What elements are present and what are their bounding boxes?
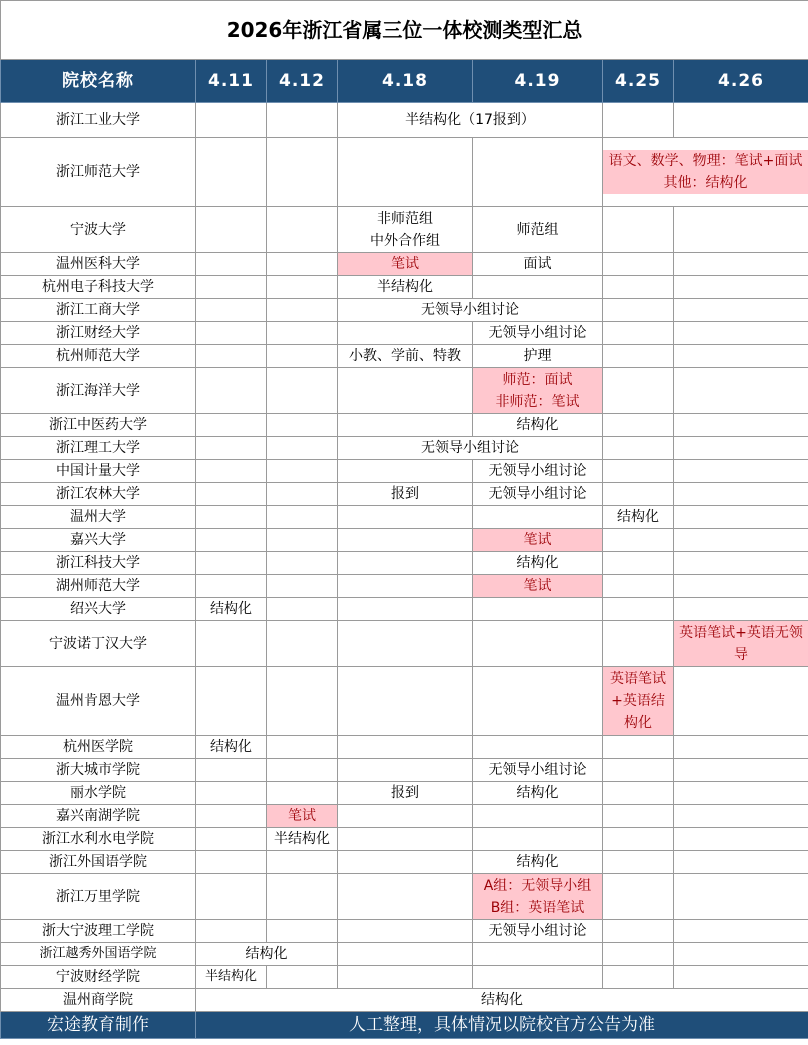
table-cell	[603, 299, 674, 322]
table-cell	[267, 207, 338, 253]
table-cell	[196, 253, 267, 276]
table-cell	[473, 805, 603, 828]
school-name: 嘉兴大学	[1, 529, 196, 552]
header-row	[1, 60, 808, 103]
table-cell	[603, 207, 674, 253]
col-header-date: 4.25	[603, 60, 674, 103]
table-cell	[196, 460, 267, 483]
table-cell: 结构化	[473, 414, 603, 437]
table-cell	[674, 207, 808, 253]
table-cell	[674, 782, 808, 805]
col-header-date: 4.19	[473, 60, 603, 103]
table-cell	[196, 506, 267, 529]
table-cell	[674, 368, 808, 414]
highlight-cell: 笔试	[473, 575, 603, 598]
table-cell	[267, 345, 338, 368]
table-cell	[338, 552, 473, 575]
school-name: 丽水学院	[1, 782, 196, 805]
table-cell	[603, 437, 674, 460]
highlight-cell: 英语笔试+英语无领导	[674, 621, 808, 667]
table-cell	[674, 759, 808, 782]
highlight-cell: 笔试	[473, 529, 603, 552]
table-cell	[267, 368, 338, 414]
table-cell	[603, 322, 674, 345]
table-cell: 结构化	[196, 989, 808, 1012]
school-name: 浙江农林大学	[1, 483, 196, 506]
col-header-date: 4.26	[674, 60, 808, 103]
table-cell: 无领导小组讨论	[473, 322, 603, 345]
table-cell	[603, 552, 674, 575]
table-cell	[603, 598, 674, 621]
table-cell	[603, 138, 808, 207]
table-cell	[267, 966, 338, 989]
table-cell	[267, 414, 338, 437]
table-cell	[267, 552, 338, 575]
table-cell	[473, 736, 603, 759]
school-name: 宁波财经学院	[1, 966, 196, 989]
table-cell	[473, 667, 603, 736]
table-cell: 半结构化	[267, 828, 338, 851]
table-cell	[473, 943, 603, 966]
school-name: 温州商学院	[1, 989, 196, 1012]
table-cell	[267, 322, 338, 345]
table-cell	[603, 529, 674, 552]
footer-credit: 宏途教育制作	[1, 1012, 196, 1039]
table-row	[1, 322, 808, 345]
table-cell	[267, 759, 338, 782]
table-cell	[338, 575, 473, 598]
table-row	[1, 345, 808, 368]
table-cell	[603, 103, 674, 138]
table-cell	[674, 103, 808, 138]
school-name: 杭州医学院	[1, 736, 196, 759]
table-cell: 护理	[473, 345, 603, 368]
highlight-cell: A组：无领导小组 B组：英语笔试	[473, 874, 603, 920]
table-cell	[603, 782, 674, 805]
table-cell	[338, 966, 473, 989]
school-name: 浙江水利水电学院	[1, 828, 196, 851]
highlight-cell: 师范：面试 非师范：笔试	[473, 368, 603, 414]
table-row	[1, 253, 808, 276]
table-cell	[338, 414, 473, 437]
table-cell	[473, 598, 603, 621]
table-cell: 结构化	[603, 506, 674, 529]
title-row	[1, 1, 808, 60]
table-cell	[674, 552, 808, 575]
table-cell	[338, 920, 473, 943]
table-cell	[674, 575, 808, 598]
table-cell: 结构化	[196, 598, 267, 621]
table-cell	[267, 506, 338, 529]
table-row	[1, 989, 808, 1012]
school-name: 浙大宁波理工学院	[1, 920, 196, 943]
table-cell	[267, 138, 338, 207]
table-cell	[603, 943, 674, 966]
table-row	[1, 437, 808, 460]
table-cell	[473, 506, 603, 529]
school-name: 宁波诺丁汉大学	[1, 621, 196, 667]
table-row	[1, 966, 808, 989]
table-cell	[674, 345, 808, 368]
table-cell: 无领导小组讨论	[338, 437, 603, 460]
table-row	[1, 828, 808, 851]
table-cell	[196, 851, 267, 874]
school-name: 温州医科大学	[1, 253, 196, 276]
table-cell	[267, 460, 338, 483]
table-cell	[196, 575, 267, 598]
table-cell: 结构化	[473, 851, 603, 874]
table-cell	[674, 828, 808, 851]
table-row	[1, 943, 808, 966]
highlight-cell: 笔试	[338, 253, 473, 276]
school-name: 浙江科技大学	[1, 552, 196, 575]
table-cell	[674, 920, 808, 943]
table-row	[1, 207, 808, 253]
table-row	[1, 299, 808, 322]
table-cell	[196, 414, 267, 437]
table-cell: 半结构化	[338, 276, 473, 299]
table-cell	[338, 759, 473, 782]
table-row	[1, 529, 808, 552]
table-cell: 面试	[473, 253, 603, 276]
table-cell	[674, 506, 808, 529]
school-name: 杭州电子科技大学	[1, 276, 196, 299]
table-cell	[674, 414, 808, 437]
highlight-cell: 笔试	[267, 805, 338, 828]
table-cell	[196, 667, 267, 736]
table-cell	[338, 943, 473, 966]
table-row	[1, 138, 808, 207]
table-cell	[196, 621, 267, 667]
table-cell	[196, 322, 267, 345]
table-cell: 结构化	[196, 736, 267, 759]
table-cell: 报到	[338, 782, 473, 805]
table-cell: 报到	[338, 483, 473, 506]
table-row	[1, 414, 808, 437]
table-cell	[603, 368, 674, 414]
table-cell	[603, 759, 674, 782]
table-cell	[196, 483, 267, 506]
table-cell	[196, 828, 267, 851]
table-cell: 师范组	[473, 207, 603, 253]
table-cell	[267, 736, 338, 759]
page-title: 2026年浙江省属三位一体校测类型汇总	[1, 1, 808, 60]
table-cell: 无领导小组讨论	[338, 299, 603, 322]
table-cell	[603, 851, 674, 874]
table-cell	[196, 437, 267, 460]
table-cell	[338, 621, 473, 667]
table-row	[1, 103, 808, 138]
table-row	[1, 736, 808, 759]
table-cell	[338, 322, 473, 345]
school-name: 浙江越秀外国语学院	[1, 943, 196, 966]
table-cell	[338, 736, 473, 759]
school-name: 浙江海洋大学	[1, 368, 196, 414]
table-cell	[196, 368, 267, 414]
footer-note: 人工整理，具体情况以院校官方公告为准	[196, 1012, 808, 1039]
table-cell	[338, 805, 473, 828]
table-cell	[196, 138, 267, 207]
table-row	[1, 368, 808, 414]
table-cell	[473, 828, 603, 851]
table-cell	[473, 138, 603, 207]
table-row	[1, 667, 808, 736]
col-header-school: 院校名称	[1, 60, 196, 103]
table-row	[1, 460, 808, 483]
table-row	[1, 805, 808, 828]
table-cell	[338, 828, 473, 851]
table-row	[1, 598, 808, 621]
table-cell: 结构化	[473, 782, 603, 805]
table-cell	[196, 920, 267, 943]
table-cell	[267, 621, 338, 667]
table-cell	[603, 621, 674, 667]
school-name: 浙江万里学院	[1, 874, 196, 920]
table-cell	[674, 805, 808, 828]
table-cell	[603, 460, 674, 483]
table-cell	[603, 575, 674, 598]
table-row	[1, 276, 808, 299]
table-cell	[674, 437, 808, 460]
table-row	[1, 920, 808, 943]
col-header-date: 4.18	[338, 60, 473, 103]
school-name: 杭州师范大学	[1, 345, 196, 368]
table-cell	[196, 299, 267, 322]
table-cell	[338, 851, 473, 874]
table-cell	[338, 506, 473, 529]
school-name: 湖州师范大学	[1, 575, 196, 598]
table-cell	[674, 966, 808, 989]
table-cell	[196, 276, 267, 299]
table-cell	[338, 874, 473, 920]
table-cell	[674, 529, 808, 552]
table-cell	[196, 552, 267, 575]
school-name: 温州肯恩大学	[1, 667, 196, 736]
table-cell	[267, 276, 338, 299]
table-cell	[603, 414, 674, 437]
school-name: 浙江理工大学	[1, 437, 196, 460]
table-cell	[603, 253, 674, 276]
table-row	[1, 552, 808, 575]
school-name: 浙江工商大学	[1, 299, 196, 322]
table-cell: 无领导小组讨论	[473, 460, 603, 483]
table-cell: 结构化	[196, 943, 338, 966]
school-name: 宁波大学	[1, 207, 196, 253]
table-cell	[603, 828, 674, 851]
col-header-date: 4.11	[196, 60, 267, 103]
school-name: 浙江外国语学院	[1, 851, 196, 874]
table-cell	[196, 345, 267, 368]
table-cell: 非师范组 中外合作组	[338, 207, 473, 253]
table-cell	[267, 598, 338, 621]
table-cell: 小教、学前、特教	[338, 345, 473, 368]
table-row	[1, 759, 808, 782]
table-cell	[267, 437, 338, 460]
highlight-cell: 语文、数学、物理：笔试+面试 其他：结构化	[603, 150, 808, 194]
table-cell	[338, 598, 473, 621]
table-cell	[674, 460, 808, 483]
table-cell	[267, 299, 338, 322]
table-cell	[674, 276, 808, 299]
table-cell	[338, 368, 473, 414]
table-cell	[603, 805, 674, 828]
table-row	[1, 575, 808, 598]
table-cell: 半结构化	[196, 966, 267, 989]
table-cell	[674, 322, 808, 345]
table-cell	[267, 483, 338, 506]
table-cell	[674, 874, 808, 920]
table-cell	[603, 966, 674, 989]
table-row	[1, 782, 808, 805]
school-name: 温州大学	[1, 506, 196, 529]
table-cell	[674, 943, 808, 966]
table-cell	[603, 276, 674, 299]
footer-row	[1, 1012, 808, 1039]
table-cell	[267, 253, 338, 276]
table-cell	[338, 667, 473, 736]
table-row	[1, 851, 808, 874]
school-name: 浙江师范大学	[1, 138, 196, 207]
table-cell	[674, 851, 808, 874]
table-cell	[196, 759, 267, 782]
school-name: 浙大城市学院	[1, 759, 196, 782]
school-name: 浙江中医药大学	[1, 414, 196, 437]
table-cell	[674, 299, 808, 322]
table-row	[1, 483, 808, 506]
table-cell	[267, 874, 338, 920]
school-name: 浙江财经大学	[1, 322, 196, 345]
table-cell	[473, 621, 603, 667]
table-cell	[196, 103, 267, 138]
table-cell	[267, 529, 338, 552]
table-cell	[473, 276, 603, 299]
table-cell	[603, 345, 674, 368]
table-cell	[674, 667, 808, 736]
table-cell	[603, 483, 674, 506]
table-cell	[267, 920, 338, 943]
table-row	[1, 621, 808, 667]
table-cell	[267, 782, 338, 805]
table-cell	[196, 529, 267, 552]
table-cell	[267, 851, 338, 874]
table-cell	[338, 460, 473, 483]
table-cell	[603, 874, 674, 920]
highlight-cell: 英语笔试 +英语结 构化	[603, 667, 674, 736]
table-row	[1, 874, 808, 920]
table-cell: 无领导小组讨论	[473, 483, 603, 506]
table-cell	[674, 736, 808, 759]
school-name: 绍兴大学	[1, 598, 196, 621]
table-cell	[196, 805, 267, 828]
table-cell	[338, 529, 473, 552]
table-cell: 无领导小组讨论	[473, 920, 603, 943]
table-cell	[473, 966, 603, 989]
table-cell	[267, 667, 338, 736]
table-row	[1, 506, 808, 529]
table-cell	[603, 736, 674, 759]
col-header-date: 4.12	[267, 60, 338, 103]
table-cell: 无领导小组讨论	[473, 759, 603, 782]
table-cell	[603, 920, 674, 943]
school-name: 中国计量大学	[1, 460, 196, 483]
table-cell	[267, 575, 338, 598]
school-name: 嘉兴南湖学院	[1, 805, 196, 828]
table-cell: 半结构化（17报到）	[338, 103, 603, 138]
school-name: 浙江工业大学	[1, 103, 196, 138]
table-cell	[674, 483, 808, 506]
table-cell	[267, 103, 338, 138]
table-cell	[196, 874, 267, 920]
table-cell	[338, 138, 473, 207]
table-cell	[674, 253, 808, 276]
table-cell	[196, 782, 267, 805]
table-cell	[196, 207, 267, 253]
table-cell	[674, 598, 808, 621]
table-cell: 结构化	[473, 552, 603, 575]
